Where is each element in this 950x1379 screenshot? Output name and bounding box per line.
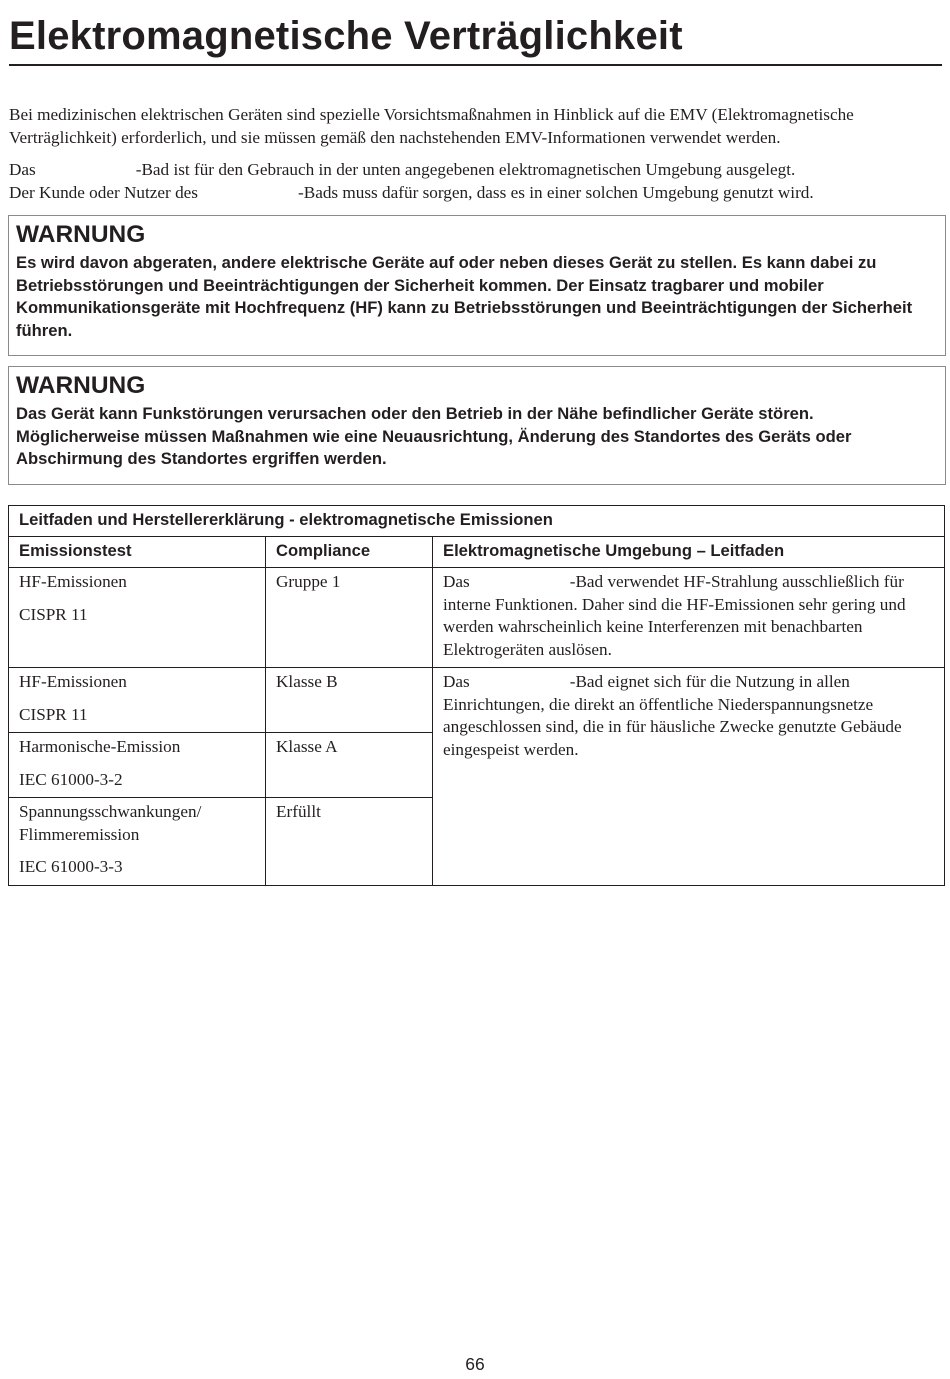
environment-line2-start: Der Kunde oder Nutzer des bbox=[9, 183, 198, 202]
emission-test-name: Harmonische-Emission bbox=[19, 737, 181, 756]
environment-line2-end: -Bads muss dafür sorgen, dass es in einer solchen Umgebung genutzt wird. bbox=[298, 183, 814, 202]
warning-text-1: Es wird davon abgeraten, andere elektrische Geräte auf oder neben dieses Gerät zu stellen. Es kann dabei zu Betriebsstörungen und Beeinträchtigungen der Sicherheit kommen. Der Einsatz tragbarer und mobiler Kommunikationsgeräte mit Hochfrequenz (HF) kann zu Betriebsstörungen und Beeinträchtigungen der Sicherheit führen. bbox=[16, 253, 913, 340]
emissions-table bbox=[8, 505, 945, 886]
emission-test-cell bbox=[9, 568, 266, 668]
intro-paragraph: Bei medizinischen elektrischen Geräten sind spezielle Vorsichtsmaßnahmen in Hinblick auf die EMV (Elektromagnetische Verträglichkeit) erforderlich, und sie müssen gemäß den nachstehenden EMV-Informationen verwendet werden. bbox=[9, 105, 854, 147]
page-title: Elektromagnetische Verträglichkeit bbox=[9, 14, 683, 58]
emission-test-standard: CISPR 11 bbox=[19, 604, 88, 624]
guidance-cell bbox=[433, 668, 945, 886]
compliance-cell: Klasse B bbox=[266, 668, 433, 733]
guidance-end: -Bad verwendet HF-Strahlung ausschließlich für interne Funktionen. Daher sind die HF-Emissionen sehr gering und werden wahrscheinlich keine Interferenzen mit benachbarten Elektrogeräten auslösen. bbox=[443, 572, 906, 659]
emission-test-name: Spannungsschwankungen/ Flimmeremission bbox=[19, 802, 202, 844]
table-caption: Leitfaden und Herstellererklärung - elektromagnetische Emissionen bbox=[9, 506, 945, 537]
table-row bbox=[9, 668, 945, 733]
compliance-cell: Erfüllt bbox=[266, 798, 433, 886]
compliance-cell: Gruppe 1 bbox=[266, 568, 433, 668]
page-number: 66 bbox=[465, 1354, 485, 1374]
emission-test-standard: IEC 61000-3-2 bbox=[19, 769, 123, 789]
table-row bbox=[9, 568, 945, 668]
emission-test-cell bbox=[9, 668, 266, 733]
header-guidance: Elektromagnetische Umgebung – Leitfaden bbox=[433, 537, 945, 568]
warning-heading-1: WARNUNG bbox=[16, 221, 146, 248]
title-divider bbox=[9, 64, 942, 66]
environment-paragraph bbox=[9, 158, 944, 204]
guidance-start: Das bbox=[443, 572, 470, 591]
warning-box-1 bbox=[8, 215, 946, 356]
emission-test-cell bbox=[9, 733, 266, 798]
warning-heading-2: WARNUNG bbox=[16, 372, 146, 399]
emission-test-name: HF-Emissionen bbox=[19, 672, 127, 691]
emission-test-standard: CISPR 11 bbox=[19, 704, 88, 724]
environment-line1-start: Das bbox=[9, 160, 36, 179]
emission-test-name: HF-Emissionen bbox=[19, 572, 127, 591]
guidance-start: Das bbox=[443, 672, 470, 691]
header-compliance: Compliance bbox=[266, 537, 433, 568]
warning-box-2 bbox=[8, 366, 946, 485]
header-emission-test: Emissionstest bbox=[9, 537, 266, 568]
environment-line1-end: -Bad ist für den Gebrauch in der unten angegebenen elektromagnetischen Umgebung ausgelegt. bbox=[135, 160, 796, 179]
warning-text-2: Das Gerät kann Funkstörungen verursachen oder den Betrieb in der Nähe befindlicher Geräte stören. Möglicherweise müssen Maßnahmen wie eine Neuausrichtung, Änderung des Standortes des Geräts oder Abschirmung des Standortes ergriffen werden. bbox=[16, 404, 852, 468]
compliance-cell: Klasse A bbox=[266, 733, 433, 798]
guidance-cell bbox=[433, 568, 945, 668]
emission-test-cell bbox=[9, 798, 266, 886]
emission-test-standard: IEC 61000-3-3 bbox=[19, 857, 123, 876]
guidance-end: -Bad eignet sich für die Nutzung in allen Einrichtungen, die direkt an öffentliche Niederspannungsnetze angeschlossen sind, die in für häusliche Zwecke genutzte Gebäude eingespeist werden. bbox=[443, 672, 902, 759]
